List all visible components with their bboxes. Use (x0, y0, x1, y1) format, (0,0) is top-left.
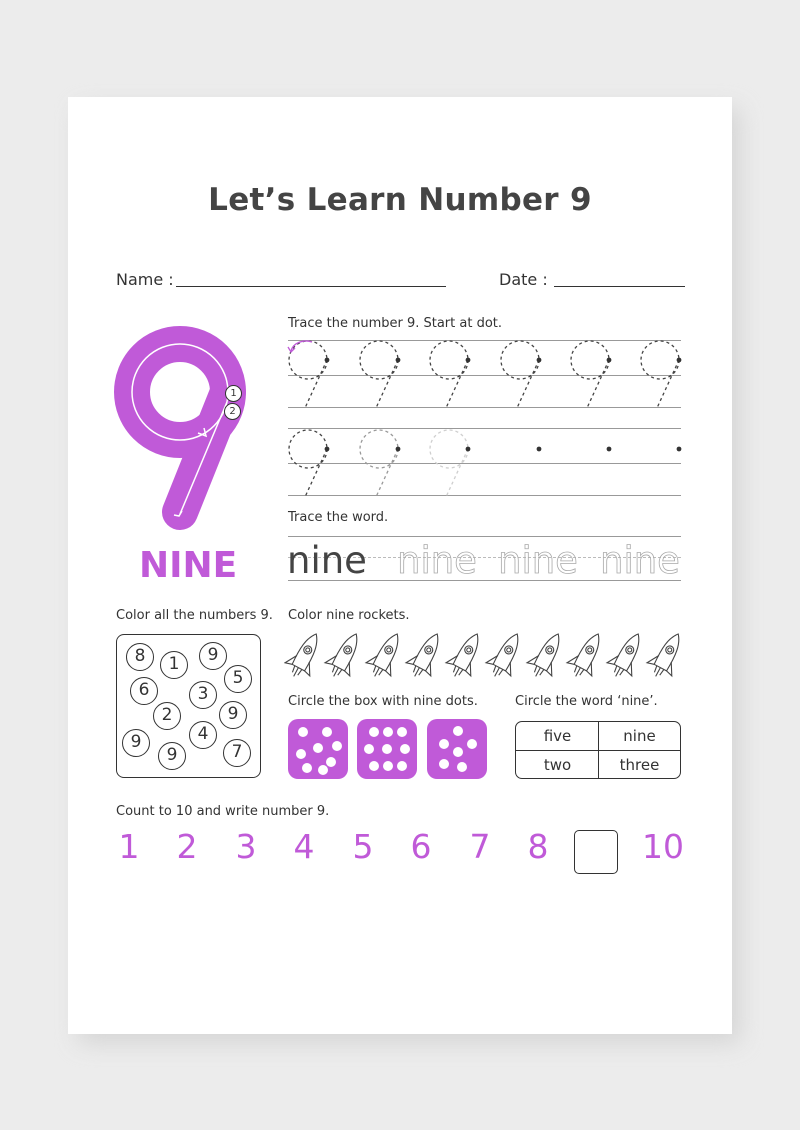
count-number: 1 (118, 827, 140, 866)
trace-nine-dotted-faded (360, 430, 398, 497)
count-number: 5 (352, 827, 374, 866)
number-bubble[interactable]: 9 (158, 742, 186, 770)
rocket-icon (563, 627, 610, 683)
trace-word-instruction: Trace the word. (288, 510, 389, 525)
rocket-icon (523, 627, 570, 683)
dice-box-9-dots[interactable] (357, 719, 417, 779)
trace-nines-area[interactable] (283, 333, 688, 508)
word-choice[interactable]: two (543, 756, 572, 774)
dice-box-6-dots[interactable] (427, 719, 487, 779)
word-guide-line (288, 536, 681, 537)
date-label: Date : (499, 270, 548, 289)
number-bubble[interactable]: 6 (130, 677, 158, 705)
rockets-row[interactable] (284, 627, 689, 689)
trace-nine-dotted (289, 430, 327, 497)
count-instruction: Count to 10 and write number 9. (116, 804, 330, 819)
trace-nine-dotted (360, 341, 398, 408)
count-number: 3 (235, 827, 257, 866)
start-marker-1: 1 (225, 385, 242, 402)
circle-box-instruction: Circle the box with nine dots. (288, 694, 478, 709)
word-grid (515, 721, 681, 779)
word-choice[interactable]: five (543, 727, 572, 745)
trace-nine-dotted (641, 341, 679, 408)
number-bubble[interactable]: 7 (223, 739, 251, 767)
number-bubble[interactable]: 4 (189, 721, 217, 749)
dice-box-8-dots[interactable] (288, 719, 348, 779)
date-write-line[interactable] (554, 286, 685, 287)
trace-nine-dotted-faint (430, 430, 468, 497)
trace-word-dotted[interactable]: nine (397, 539, 477, 582)
worksheet-page (68, 97, 732, 1034)
circle-word-instruction: Circle the word ‘nine’. (515, 694, 658, 709)
start-marker-2: 2 (224, 403, 241, 420)
number-bubble[interactable]: 9 (219, 701, 247, 729)
trace-nine-dotted (501, 341, 539, 408)
rocket-icon (284, 627, 329, 683)
word-choice[interactable]: three (619, 756, 660, 774)
count-number: 2 (176, 827, 198, 866)
count-number: 7 (469, 827, 491, 866)
number-bubble[interactable]: 3 (189, 681, 217, 709)
number-bubble[interactable]: 1 (160, 651, 188, 679)
trace-nine-dotted (430, 341, 468, 408)
count-number: 4 (293, 827, 315, 866)
count-number: 6 (410, 827, 432, 866)
rocket-icon (402, 627, 449, 683)
rocket-icon (362, 627, 409, 683)
rocket-icon (603, 627, 650, 683)
name-write-line[interactable] (176, 286, 446, 287)
rocket-icon (442, 627, 489, 683)
worksheet-title: Let’s Learn Number 9 (208, 182, 592, 218)
trace-nine-dotted (571, 341, 609, 408)
big-number-nine-graphic (112, 322, 262, 532)
word-choice[interactable]: nine (623, 727, 656, 745)
color-numbers-instruction: Color all the numbers 9. (116, 608, 273, 623)
rocket-icon (643, 627, 689, 683)
trace-nine-dotted (289, 341, 327, 408)
color-rockets-instruction: Color nine rockets. (288, 608, 410, 623)
number-bubble[interactable]: 9 (122, 729, 150, 757)
number-bubble[interactable]: 2 (153, 702, 181, 730)
count-number: 8 (527, 827, 549, 866)
number-bubble[interactable]: 9 (199, 642, 227, 670)
rocket-icon (321, 627, 368, 683)
name-label: Name : (116, 270, 174, 289)
write-nine-box[interactable] (574, 830, 618, 874)
number-bubble[interactable]: 5 (224, 665, 252, 693)
count-number: 10 (642, 827, 684, 866)
trace-word-dotted[interactable]: nine (498, 539, 578, 582)
trace-word-dotted[interactable]: nine (600, 539, 680, 582)
trace-word-solid: nine (287, 539, 367, 582)
rocket-icon (482, 627, 529, 683)
trace-number-instruction: Trace the number 9. Start at dot. (288, 316, 503, 331)
number-bubble[interactable]: 8 (126, 643, 154, 671)
big-word-nine: NINE (139, 545, 238, 586)
